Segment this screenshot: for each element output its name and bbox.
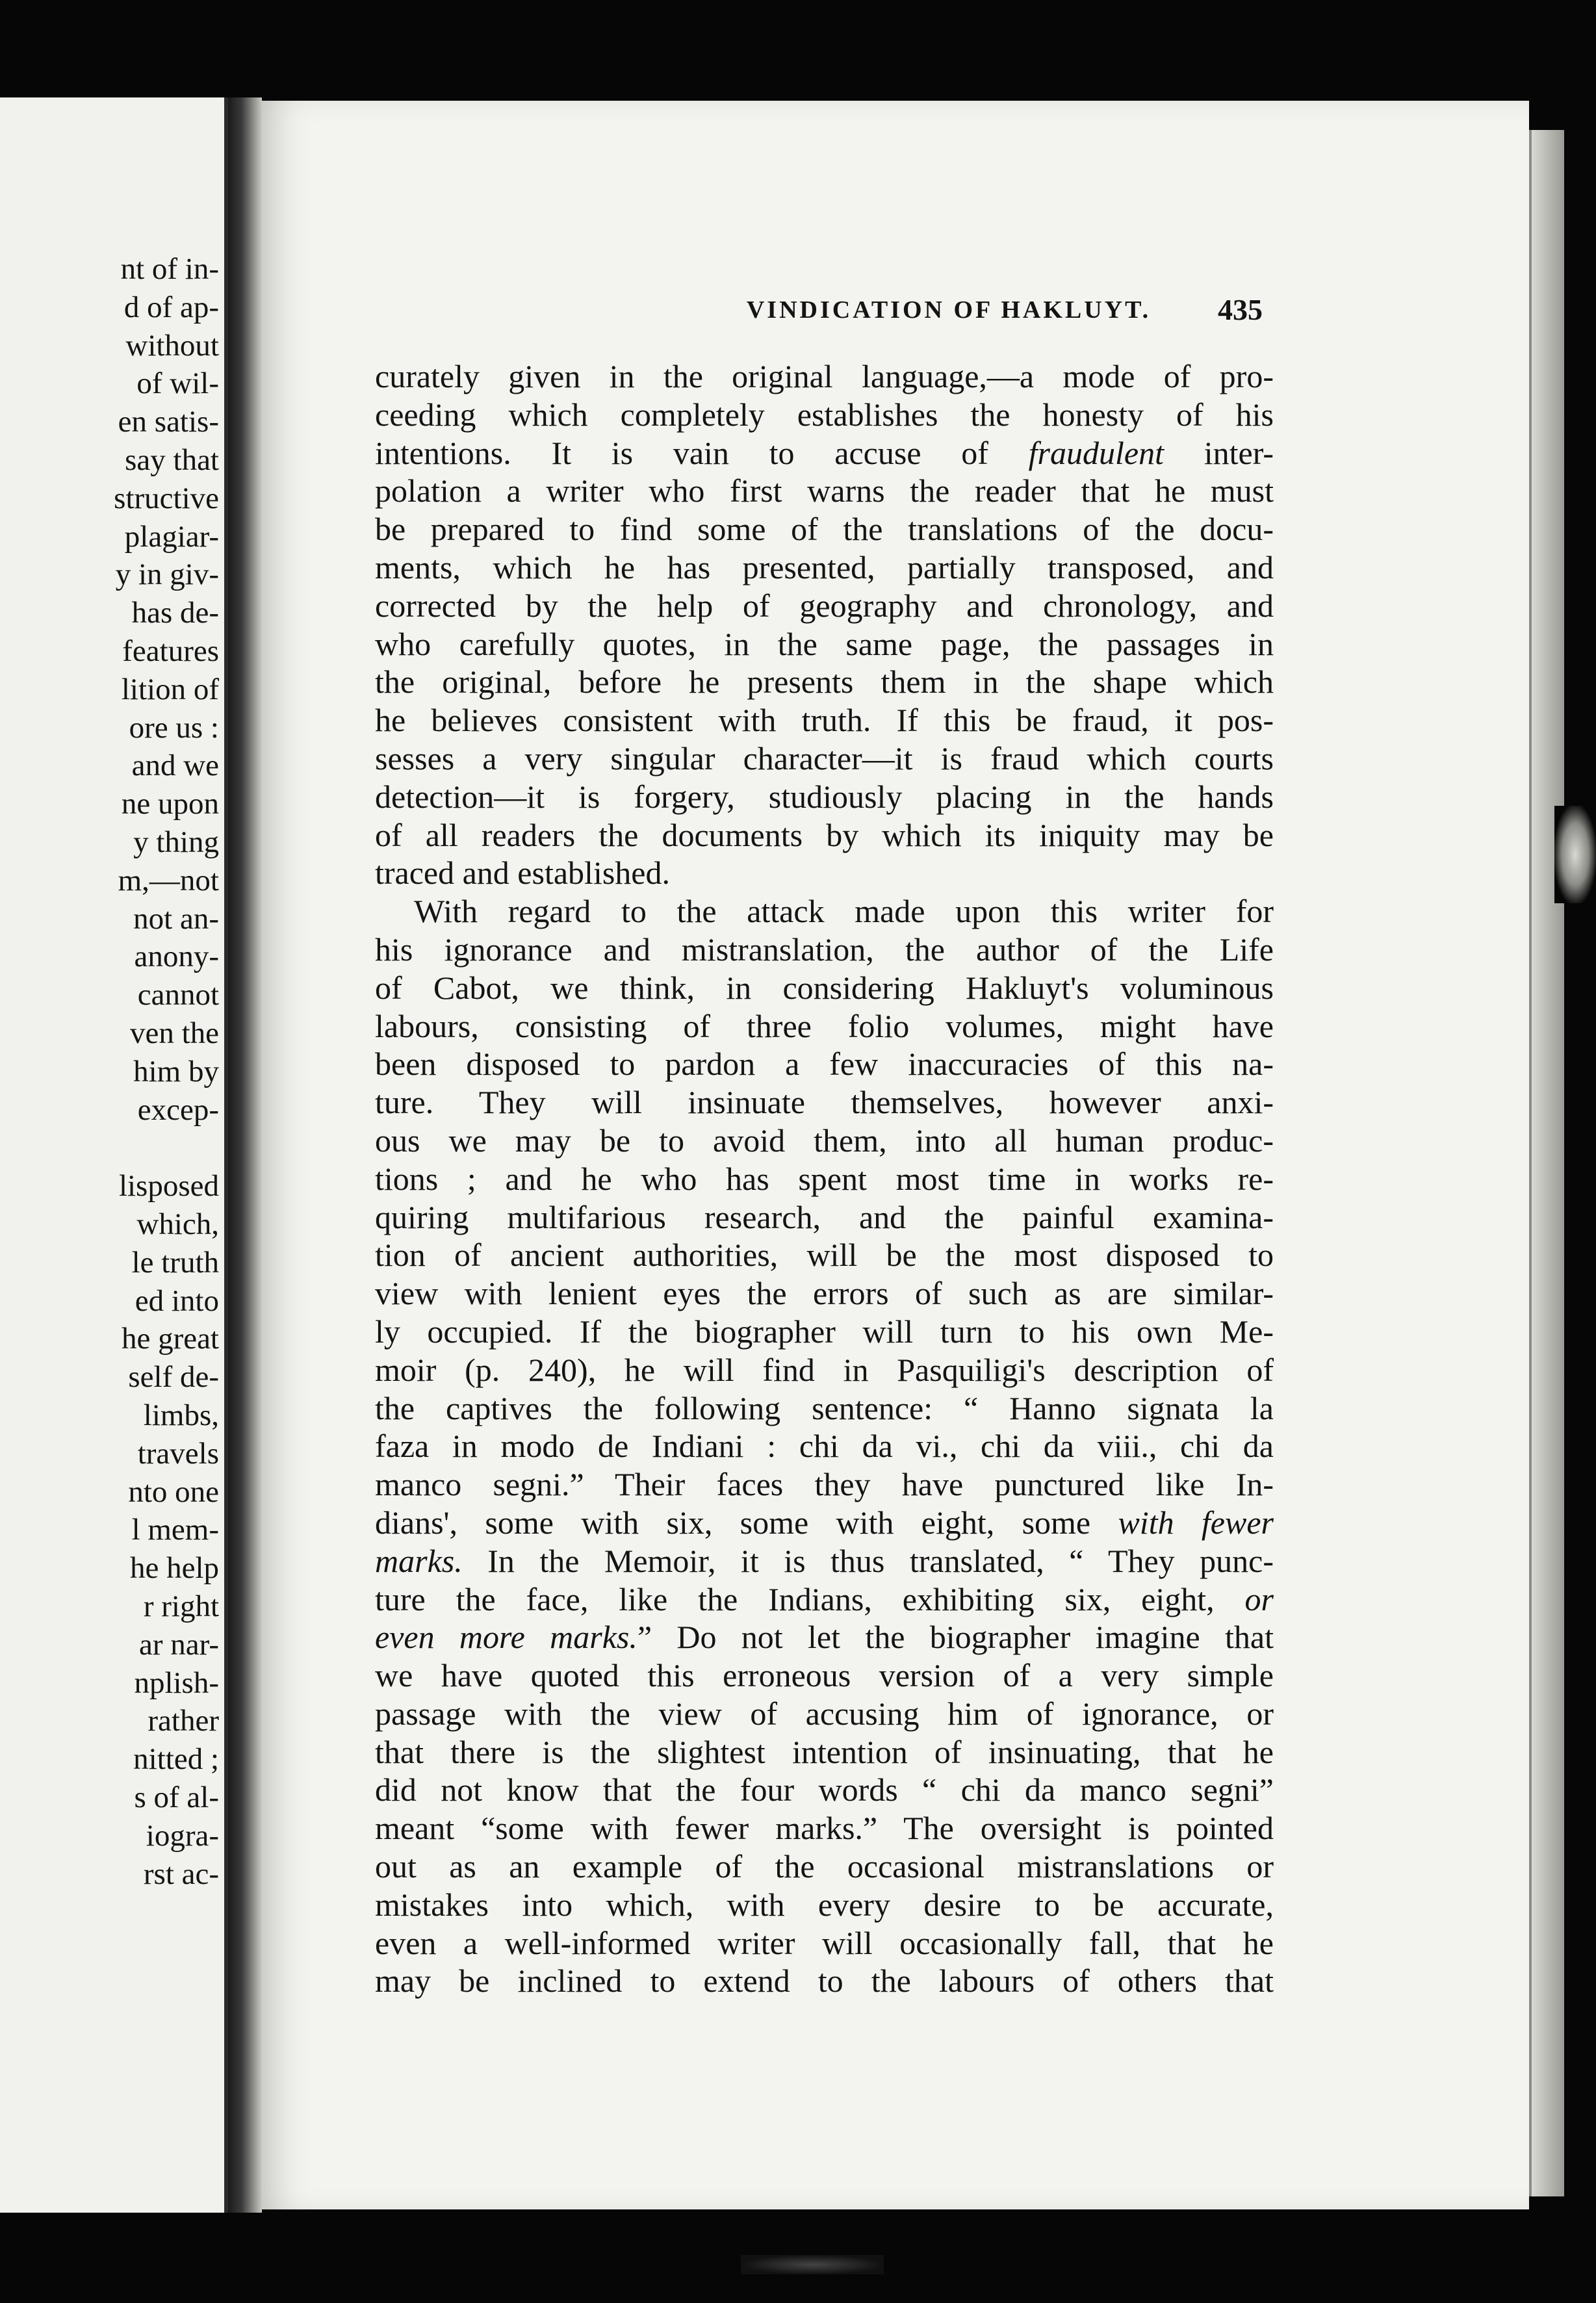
text-line: ous we may be to avoid them, into all human produc-	[375, 1122, 1274, 1159]
left-page-line: iogra-	[146, 1818, 219, 1853]
body-text	[375, 357, 1274, 2000]
text-line: view with lenient eyes the errors of such as are similar-	[375, 1275, 1274, 1312]
left-page-line: le truth	[131, 1245, 219, 1280]
text-line: corrected by the help of geography and chronology, and	[375, 587, 1274, 624]
italic-text: even more marks.	[375, 1619, 637, 1656]
left-page-line: plagiar-	[124, 519, 219, 554]
left-page-line: m,—not	[118, 863, 219, 897]
text-line: who carefully quotes, in the same page, the passages in	[375, 625, 1274, 662]
left-page-line: d of ap-	[123, 290, 219, 324]
left-page-line: not an-	[133, 901, 219, 936]
text-line: be prepared to find some of the translations of the docu-	[375, 511, 1274, 548]
book-gutter	[228, 97, 262, 2213]
left-page-line: features	[122, 634, 219, 668]
page-number: 435	[1218, 293, 1263, 326]
running-head: VINDICATION OF HAKLUYT.	[746, 296, 1152, 324]
page-edge	[1529, 130, 1564, 2196]
text-line: the original, before he presents them in the shape which	[375, 663, 1274, 701]
left-page-line: he help	[129, 1551, 219, 1586]
text-line: mistakes into which, with every desire to be accurate,	[375, 1886, 1274, 1923]
text-line: meant “some with fewer marks.” The oversight is pointed	[375, 1810, 1274, 1847]
left-page-line: which,	[136, 1207, 219, 1241]
italic-text: with fewer	[1118, 1504, 1274, 1541]
text-line: even a well-informed writer will occasionally fall, that he	[375, 1924, 1274, 1961]
left-page-line: ed into	[135, 1283, 219, 1318]
text-line: ture. They will insinuate themselves, however anxi-	[375, 1084, 1274, 1121]
left-page-line: self de-	[128, 1360, 219, 1395]
text-line: tions ; and he who has spent most time in works re-	[375, 1160, 1274, 1197]
text-line: intentions. It is vain to accuse of fraudulent inter-	[375, 434, 1274, 471]
text-line: he believes consistent with truth. If this be fraud, it pos-	[375, 702, 1274, 739]
text-line: sesses a very singular character—it is fraud which courts	[375, 740, 1274, 777]
text-line: ceeding which completely establishes the honesty of his	[375, 396, 1274, 433]
scan-artifact	[741, 2255, 884, 2274]
left-page-line: y thing	[133, 825, 219, 859]
text-line: moir (p. 240), he will find in Pasquiligi's description of	[375, 1351, 1274, 1388]
left-page-line: nplish-	[134, 1666, 219, 1700]
left-page-line: without	[125, 328, 219, 363]
left-page-line: anony-	[134, 940, 219, 974]
text-line: tion of ancient authorities, will be the most disposed to	[375, 1237, 1274, 1274]
left-page-line: nt of in-	[120, 252, 219, 286]
text-line: of all readers the documents by which its iniquity may be	[375, 816, 1274, 853]
left-page-line: ne upon	[121, 787, 219, 821]
left-page-line: ore us :	[129, 710, 219, 745]
text-line: his ignorance and mistranslation, the author of the Life	[375, 931, 1274, 968]
left-page-line: lisposed	[118, 1169, 219, 1203]
left-page-line: s of al-	[134, 1781, 219, 1814]
italic-text: marks.	[375, 1542, 463, 1579]
text-line: ments, which he has presented, partially transposed, and	[375, 548, 1274, 585]
left-page-line: rather	[148, 1704, 219, 1738]
italic-text: or	[1244, 1580, 1274, 1617]
left-page-line: r right	[143, 1589, 219, 1623]
left-page-line: structive	[114, 481, 219, 515]
left-page-line: excep-	[137, 1092, 219, 1127]
left-page-line: has de-	[131, 596, 219, 630]
text-line: that there is the slightest intention of insinuating, that he	[375, 1733, 1274, 1770]
left-page-line: and we	[131, 749, 219, 783]
scan-artifact	[1554, 806, 1596, 903]
text-line: the captives the following sentence: “ Hanno signata la	[375, 1389, 1274, 1426]
text-line: we have quoted this erroneous version of a very simple	[375, 1657, 1274, 1694]
text-line: dians', some with six, some with eight, some with fewer	[375, 1504, 1274, 1541]
left-page-line: him by	[133, 1054, 219, 1088]
text-line: been disposed to pardon a few inaccuracies of this na-	[375, 1046, 1274, 1083]
text-line: manco segni.” Their faces they have punctured like In-	[375, 1466, 1274, 1503]
left-page-line: nto one	[128, 1474, 219, 1509]
left-page-line: say that	[125, 443, 219, 477]
text-line: did not know that the four words “ chi da manco segni”	[375, 1771, 1274, 1808]
text-line: detection—it is forgery, studiously placing in the hands	[375, 778, 1274, 815]
text-line: faza in modo de Indiani : chi da vi., chi da viii., chi da	[375, 1428, 1274, 1465]
text-line: of Cabot, we think, in considering Hakluyt's voluminous	[375, 969, 1274, 1006]
left-page-line: ar nar-	[139, 1627, 219, 1662]
text-line: labours, consisting of three folio volumes, might have	[375, 1007, 1274, 1044]
text-line: quiring multifarious research, and the painful examina-	[375, 1198, 1274, 1235]
left-page-line: he great	[121, 1322, 219, 1356]
text-line: marks. In the Memoir, it is thus translated, “ They punc-	[375, 1542, 1274, 1579]
left-page-line: rst ac-	[143, 1857, 219, 1891]
left-page-line: lition of	[121, 672, 219, 706]
left-page-line: cannot	[137, 978, 219, 1012]
text-line: curately given in the original language,—a mode of pro-	[375, 358, 1274, 394]
italic-text: fraudulent	[1028, 434, 1164, 471]
text-line: With regard to the attack made upon this writer for	[414, 893, 1274, 930]
left-page-line: nitted ;	[133, 1742, 219, 1777]
text-line: polation a writer who first warns the reader that he must	[375, 472, 1274, 509]
text-line: passage with the view of accusing him of ignorance, or	[375, 1695, 1274, 1732]
text-line: ture the face, like the Indians, exhibiting six, eight, or	[375, 1580, 1274, 1617]
left-page-line: of wil-	[136, 367, 219, 401]
text-line: may be inclined to extend to the labours of others that	[375, 1962, 1274, 2000]
left-page-line: ven the	[129, 1016, 219, 1050]
text-line: ly occupied. If the biographer will turn to his own Me-	[375, 1313, 1274, 1350]
left-page-line: l mem-	[131, 1513, 219, 1547]
text-line: traced and established.	[375, 855, 670, 892]
left-page-line: y in giv-	[115, 558, 219, 592]
left-facing-page	[0, 97, 228, 2213]
left-page-line: en satis-	[118, 405, 219, 439]
left-page-line: travels	[137, 1436, 219, 1471]
text-line: even more marks.” Do not let the biographer imagine that	[375, 1619, 1274, 1656]
text-line: out as an example of the occasional mistranslations or	[375, 1848, 1274, 1885]
left-page-line: limbs,	[143, 1398, 219, 1432]
